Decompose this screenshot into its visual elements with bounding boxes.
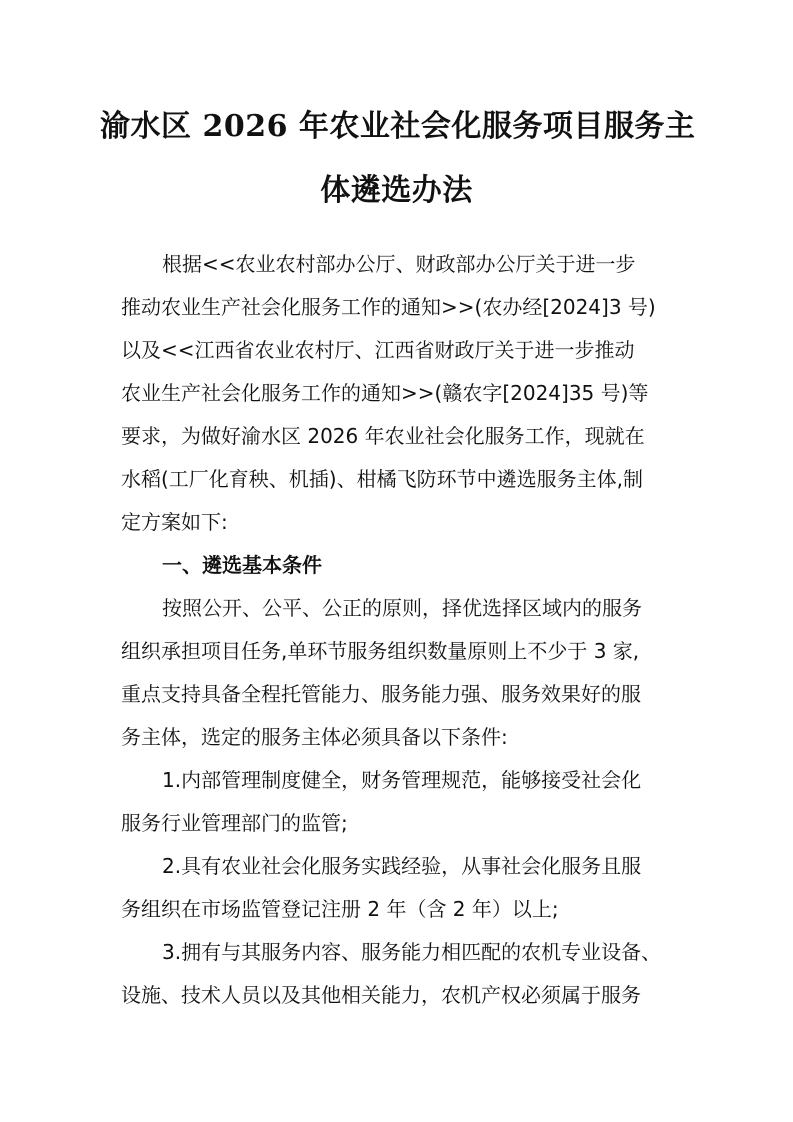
- paragraph-line: 务主体，选定的服务主体必须具备以下条件:: [121, 725, 508, 749]
- condition-item-2: [121, 845, 681, 931]
- paragraph-line: 重点支持具备全程托管能力、服务能力强、服务效果好的服: [121, 682, 641, 706]
- paragraph-line: 根据<<农业农村部办公厅、财政部办公厅关于进一步: [162, 252, 636, 276]
- paragraph-line: 3.拥有与其服务内容、服务能力相匹配的农机专业设备、: [162, 940, 662, 964]
- paragraph-line: 组织承担项目任务,单环节服务组织数量原则上不少于 3 家,: [121, 639, 640, 663]
- condition-item-3: [121, 931, 681, 1017]
- paragraph-line: 定方案如下:: [121, 510, 228, 534]
- paragraph-line: 要求，为做好渝水区 2026 年农业社会化服务工作，现就在: [121, 424, 645, 448]
- paragraph-line: 服务行业管理部门的监管;: [121, 811, 348, 835]
- paragraph-line: 水稻(工厂化育秧、机插)、柑橘飞防环节中遴选服务主体,制: [121, 467, 643, 491]
- paragraph-line: 务组织在市场监管登记注册 2 年（含 2 年）以上;: [121, 897, 559, 921]
- document-title-line-1: 渝水区 2026 年农业社会化服务项目服务主: [100, 109, 696, 144]
- document-title-line-2: 体遴选办法: [320, 173, 473, 208]
- paragraph-line: 设施、技术人员以及其他相关能力，农机产权必须属于服务: [121, 983, 641, 1007]
- paragraph-line: 1.内部管理制度健全，财务管理规范，能够接受社会化: [162, 768, 642, 792]
- paragraph-line: 农业生产社会化服务工作的通知>>(赣农字[2024]35 号)等: [121, 381, 649, 405]
- paragraph-line: 2.具有农业社会化服务实践经验，从事社会化服务且服: [162, 854, 642, 878]
- section-heading: 一、遴选基本条件: [162, 553, 322, 577]
- paragraph-line: 推动农业生产社会化服务工作的通知>>(农办经[2024]3 号): [121, 295, 656, 319]
- paragraph-line: 以及<<江西省农业农村厅、江西省财政厅关于进一步推动: [121, 338, 635, 362]
- paragraph-line: 按照公开、公平、公正的原则，择优选择区域内的服务: [162, 596, 642, 620]
- intro-paragraph: [121, 243, 681, 544]
- condition-item-1: [121, 759, 681, 845]
- document-body: [121, 243, 681, 1017]
- section-paragraph: [121, 587, 681, 759]
